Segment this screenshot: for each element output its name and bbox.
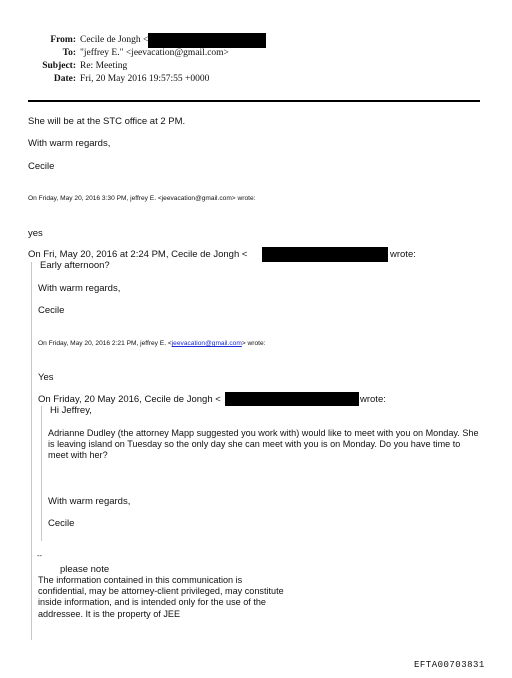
quote-4-signature: Cecile	[48, 518, 75, 529]
date-label: Date:	[53, 74, 76, 84]
to-label: To:	[62, 48, 76, 58]
subject-label: Subject:	[42, 61, 76, 71]
quote-2-attribution	[28, 249, 247, 260]
quote-4-attribution	[38, 394, 221, 405]
date-row	[0, 74, 209, 84]
quote-4-wrote: wrote:	[360, 394, 386, 405]
from-value: Cecile de Jongh <	[80, 35, 149, 45]
quote-4-paragraph: Adrianne Dudley (the attorney Mapp suggested you work with) would like to meet with you on Monday. She is leaving island on Tuesday so the only day she can meet with you is on Monday. Do you have time to meet with her?	[48, 428, 479, 461]
to-row	[0, 48, 229, 58]
redaction-block	[225, 392, 359, 406]
signature-note: please note	[60, 564, 110, 575]
to-value: "jeffrey E." <jeevacation@gmail.com>	[80, 48, 229, 58]
quote-4-greeting: Hi Jeffrey,	[50, 405, 92, 416]
quote-bar-inner	[41, 406, 42, 541]
quote-2-line-1: Early afternoon?	[40, 260, 110, 271]
quote-2-signature: Cecile	[38, 305, 65, 316]
quote-4-regards: With warm regards,	[48, 496, 131, 507]
quote-1-attribution: On Friday, May 20, 2016 3:30 PM, jeffrey E. <jeevacation@gmail.com> wrote:	[28, 195, 256, 202]
quote-bar-outer	[31, 262, 32, 640]
quote-2-attribution-text: On Fri, May 20, 2016 at 2:24 PM, Cecile de Jongh <	[28, 249, 248, 260]
from-row	[0, 35, 148, 45]
subject-row	[0, 61, 127, 71]
signature-dashes: --	[37, 551, 43, 560]
quote-2-regards: With warm regards,	[38, 283, 121, 294]
email-link[interactable]: jeevacation@gmail.com	[171, 340, 242, 347]
body-line-1: She will be at the STC office at 2 PM.	[28, 116, 186, 127]
subject-value: Re: Meeting	[80, 61, 128, 71]
reply-yes: yes	[28, 228, 43, 239]
quote-3-yes: Yes	[38, 372, 54, 383]
from-label: From:	[50, 35, 76, 45]
body-regards: With warm regards,	[28, 138, 111, 149]
quote-3-attribution-pre: On Friday, May 20, 2016 2:21 PM, jeffrey E. <	[38, 340, 172, 347]
date-value: Fri, 20 May 2016 19:57:55 +0000	[80, 74, 210, 84]
quote-3-attribution-post: > wrote:	[241, 340, 266, 347]
document-id: EFTA00703831	[414, 660, 485, 670]
signature-disclaimer: The information contained in this communication is confidential, may be attorney-client privileged, may constitute inside information, and is intended only for the use of the addressee. It is the property of JEE	[38, 575, 284, 619]
redaction-block	[262, 247, 388, 262]
quote-3-attribution	[38, 340, 265, 347]
quote-2-wrote: wrote:	[390, 249, 416, 260]
body-signature: Cecile	[28, 161, 55, 172]
quote-4-attribution-text: On Friday, 20 May 2016, Cecile de Jongh <	[38, 394, 221, 405]
redaction-block	[148, 33, 266, 48]
header-divider	[28, 100, 480, 102]
